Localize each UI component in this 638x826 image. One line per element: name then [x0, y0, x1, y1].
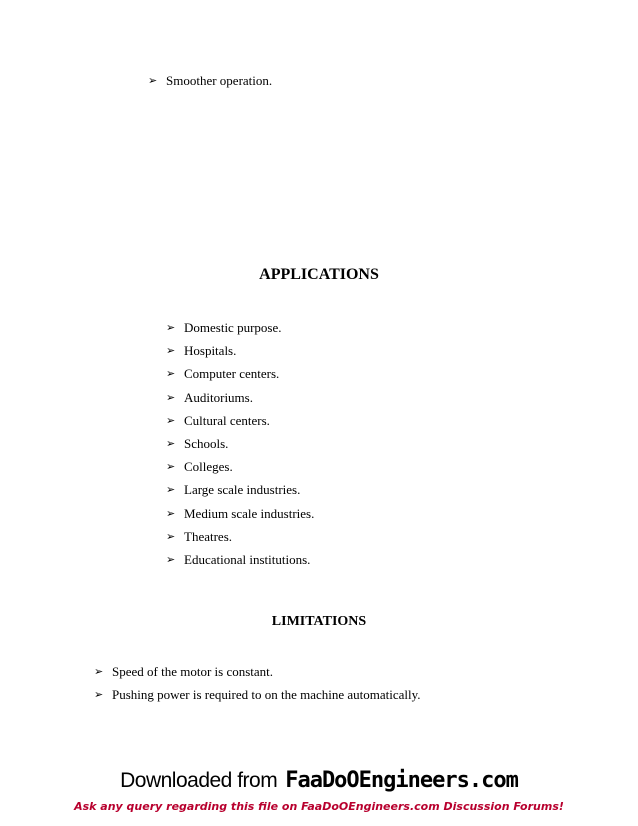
list-item: [166, 552, 314, 575]
list-item-label: Pushing power is required to on the machine automatically.: [112, 687, 421, 702]
arrowhead-bullet-icon: ➢: [166, 460, 176, 474]
list-item: [166, 506, 314, 529]
list-item-label: Theatres.: [184, 528, 233, 544]
list-item: [94, 664, 273, 680]
section-heading-limitations: LIMITATIONS: [271, 614, 367, 629]
list-item-label: Educational institutions.: [184, 551, 311, 567]
section-heading-applications: APPLICATIONS: [259, 266, 379, 283]
list-item-label: Smoother operation.: [166, 73, 273, 88]
list-item: [166, 366, 314, 389]
list-item-label: Large scale industries.: [184, 482, 301, 498]
footer-download-banner: [0, 768, 638, 793]
list-item-label: Hospitals.: [184, 343, 237, 359]
list-item-label: Speed of the motor is constant.: [112, 664, 274, 679]
list-item-label: Schools.: [184, 435, 229, 451]
list-item-label: Domestic purpose.: [184, 320, 282, 335]
list-item: [166, 413, 314, 436]
footer-query-line[interactable]: Ask any query regarding this file on FaaDoOEngineers.com Discussion Forums!: [74, 800, 564, 813]
arrowhead-bullet-icon: ➢: [94, 665, 104, 678]
arrowhead-bullet-icon: ➢: [166, 506, 176, 520]
arrowhead-bullet-icon: ➢: [94, 688, 104, 701]
arrowhead-bullet-icon: ➢: [166, 483, 176, 497]
arrowhead-bullet-icon: ➢: [166, 321, 176, 334]
arrowhead-bullet-icon: ➢: [166, 390, 176, 404]
footer-brand-logo[interactable]: FaaDoOEngineers.com: [285, 768, 518, 793]
list-item: [166, 459, 314, 482]
list-item: [94, 687, 421, 703]
arrowhead-bullet-icon: ➢: [166, 529, 176, 543]
footer-downloaded-from: Downloaded from: [120, 769, 278, 792]
list-item: [166, 390, 314, 413]
list-item: [166, 320, 314, 343]
list-item-label: Auditoriums.: [184, 389, 253, 405]
arrowhead-bullet-icon: ➢: [166, 413, 176, 427]
arrowhead-bullet-icon: ➢: [166, 367, 176, 381]
list-item: [166, 343, 314, 366]
arrowhead-bullet-icon: ➢: [148, 74, 158, 87]
applications-list: [166, 320, 314, 575]
arrowhead-bullet-icon: ➢: [166, 344, 176, 358]
list-item-label: Colleges.: [184, 459, 233, 475]
arrowhead-bullet-icon: ➢: [166, 552, 176, 566]
list-item: [166, 529, 314, 552]
list-item-label: Computer centers.: [184, 366, 280, 382]
list-item-smoother-operation: [148, 73, 272, 89]
list-item-label: Cultural centers.: [184, 412, 270, 428]
arrowhead-bullet-icon: ➢: [166, 436, 176, 450]
list-item-label: Medium scale industries.: [184, 505, 315, 521]
list-item: [166, 436, 314, 459]
list-item: [166, 482, 314, 505]
